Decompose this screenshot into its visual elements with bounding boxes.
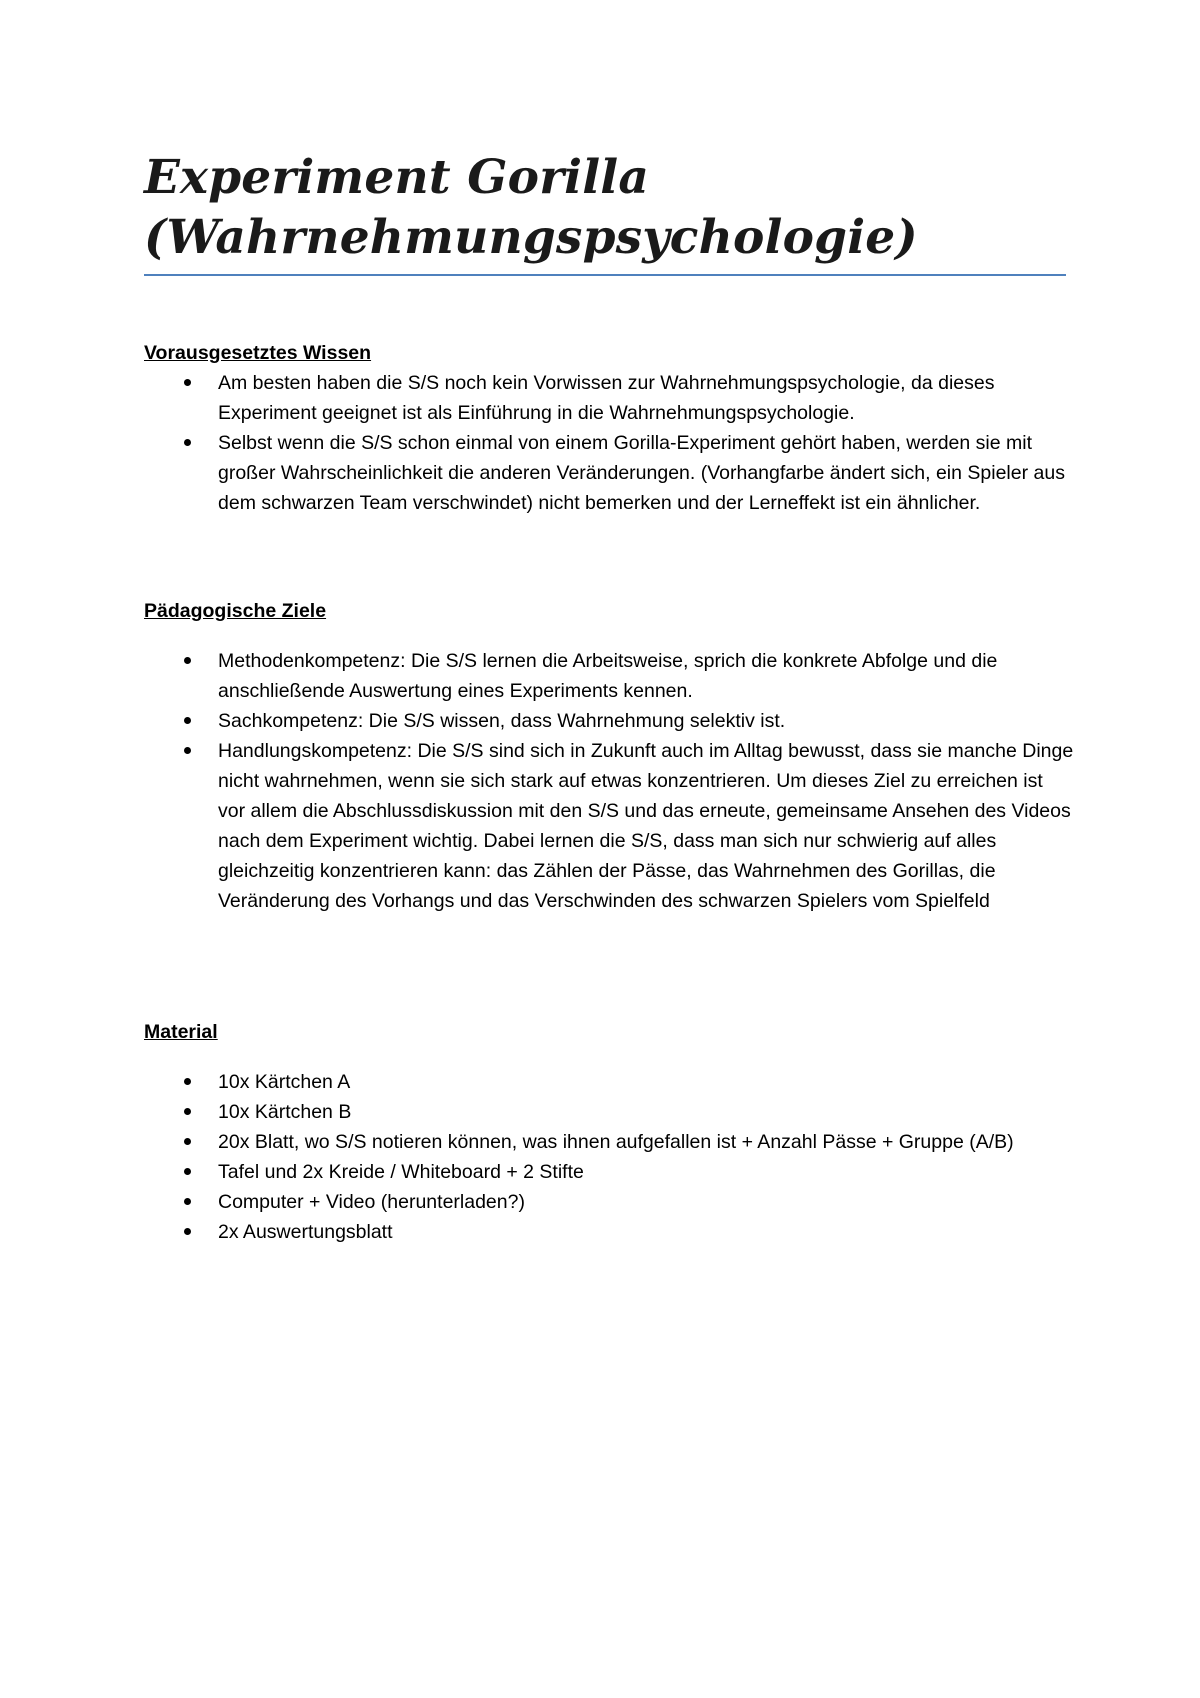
list-item: [144, 646, 1074, 706]
section-vorausgesetztes-wissen: [144, 338, 1074, 518]
list-item-text: Computer + Video (herunterladen?): [218, 1191, 525, 1213]
list-item: [144, 368, 1074, 428]
list-item: [144, 1217, 1074, 1247]
list-item-text: 10x Kärtchen A: [218, 1071, 351, 1093]
section-paedagogische-ziele: [144, 596, 1074, 916]
bullet-list: [144, 646, 1074, 916]
bullet-icon: [184, 747, 191, 754]
list-item: [144, 1067, 1074, 1097]
list-item: [144, 736, 1074, 916]
section-heading: Material: [144, 1021, 218, 1043]
bullet-icon: [184, 379, 191, 386]
list-item: [144, 1127, 1074, 1157]
list-item: [144, 706, 1074, 736]
bullet-icon: [184, 1138, 191, 1145]
bullet-icon: [184, 1108, 191, 1115]
title-underline-rule: [144, 274, 1066, 276]
list-item-text: Handlungskompetenz: Die S/S sind sich in Zukunft auch im Alltag bewusst, dass sie manche Dinge nicht wahrnehmen, wenn sie sich stark auf etwas konzentrieren. Um dieses Ziel zu erreichen ist vor allem die Abschlussdiskussion mit den S/S und das erneute, gemeinsame Ansehen des Videos nach dem Experiment wichtig. Dabei lernen die S/S, dass man sich nur schwierig auf alles gleichzeitig konzentrieren kann: das Zählen der Pässe, das Wahrnehmen des Gorillas, die Veränderung des Vorhangs und das Verschwinden des schwarzen Spielers vom Spielfeld: [218, 740, 1074, 912]
list-item-text: Sachkompetenz: Die S/S wissen, dass Wahrnehmung selektiv ist.: [218, 710, 786, 732]
bullet-icon: [184, 1078, 191, 1085]
bullet-icon: [184, 439, 191, 446]
bullet-icon: [184, 657, 191, 664]
list-item-text: Methodenkompetenz: Die S/S lernen die Arbeitsweise, sprich die konkrete Abfolge und die anschließende Auswertung eines Experiments kennen.: [218, 650, 998, 702]
list-item: [144, 1097, 1074, 1127]
list-item-text: 2x Auswertungsblatt: [218, 1221, 393, 1243]
list-item-text: Tafel und 2x Kreide / Whiteboard + 2 Stifte: [218, 1161, 584, 1183]
section-heading: Pädagogische Ziele: [144, 600, 327, 622]
bullet-list: [144, 368, 1074, 518]
section-material: [144, 1017, 1074, 1247]
title-line-2: (Wahrnehmungspsychologie): [144, 210, 918, 265]
bullet-icon: [184, 1198, 191, 1205]
list-item: [144, 1187, 1074, 1217]
bullet-icon: [184, 717, 191, 724]
list-item: [144, 1157, 1074, 1187]
bullet-icon: [184, 1228, 191, 1235]
bullet-icon: [184, 1168, 191, 1175]
list-item: [144, 428, 1074, 518]
list-item-text: 10x Kärtchen B: [218, 1101, 352, 1123]
list-item-text: 20x Blatt, wo S/S notieren können, was ihnen aufgefallen ist + Anzahl Pässe + Gruppe (A/B): [218, 1131, 1014, 1153]
list-item-text: Am besten haben die S/S noch kein Vorwissen zur Wahrnehmungspsychologie, da dieses Experiment geeignet ist als Einführung in die Wahrnehmungspsychologie.: [218, 372, 995, 424]
document-title: [144, 148, 1066, 268]
bullet-list: [144, 1067, 1074, 1247]
section-heading: Vorausgesetztes Wissen: [144, 342, 372, 364]
list-item-text: Selbst wenn die S/S schon einmal von einem Gorilla-Experiment gehört haben, werden sie mit großer Wahrscheinlichkeit die anderen Veränderungen. (Vorhangfarbe ändert sich, ein Spieler aus dem schwarzen Team verschwindet) nicht bemerken und der Lerneffekt ist ein ähnlicher.: [218, 432, 1065, 514]
title-line-1: Experiment Gorilla: [144, 150, 649, 205]
